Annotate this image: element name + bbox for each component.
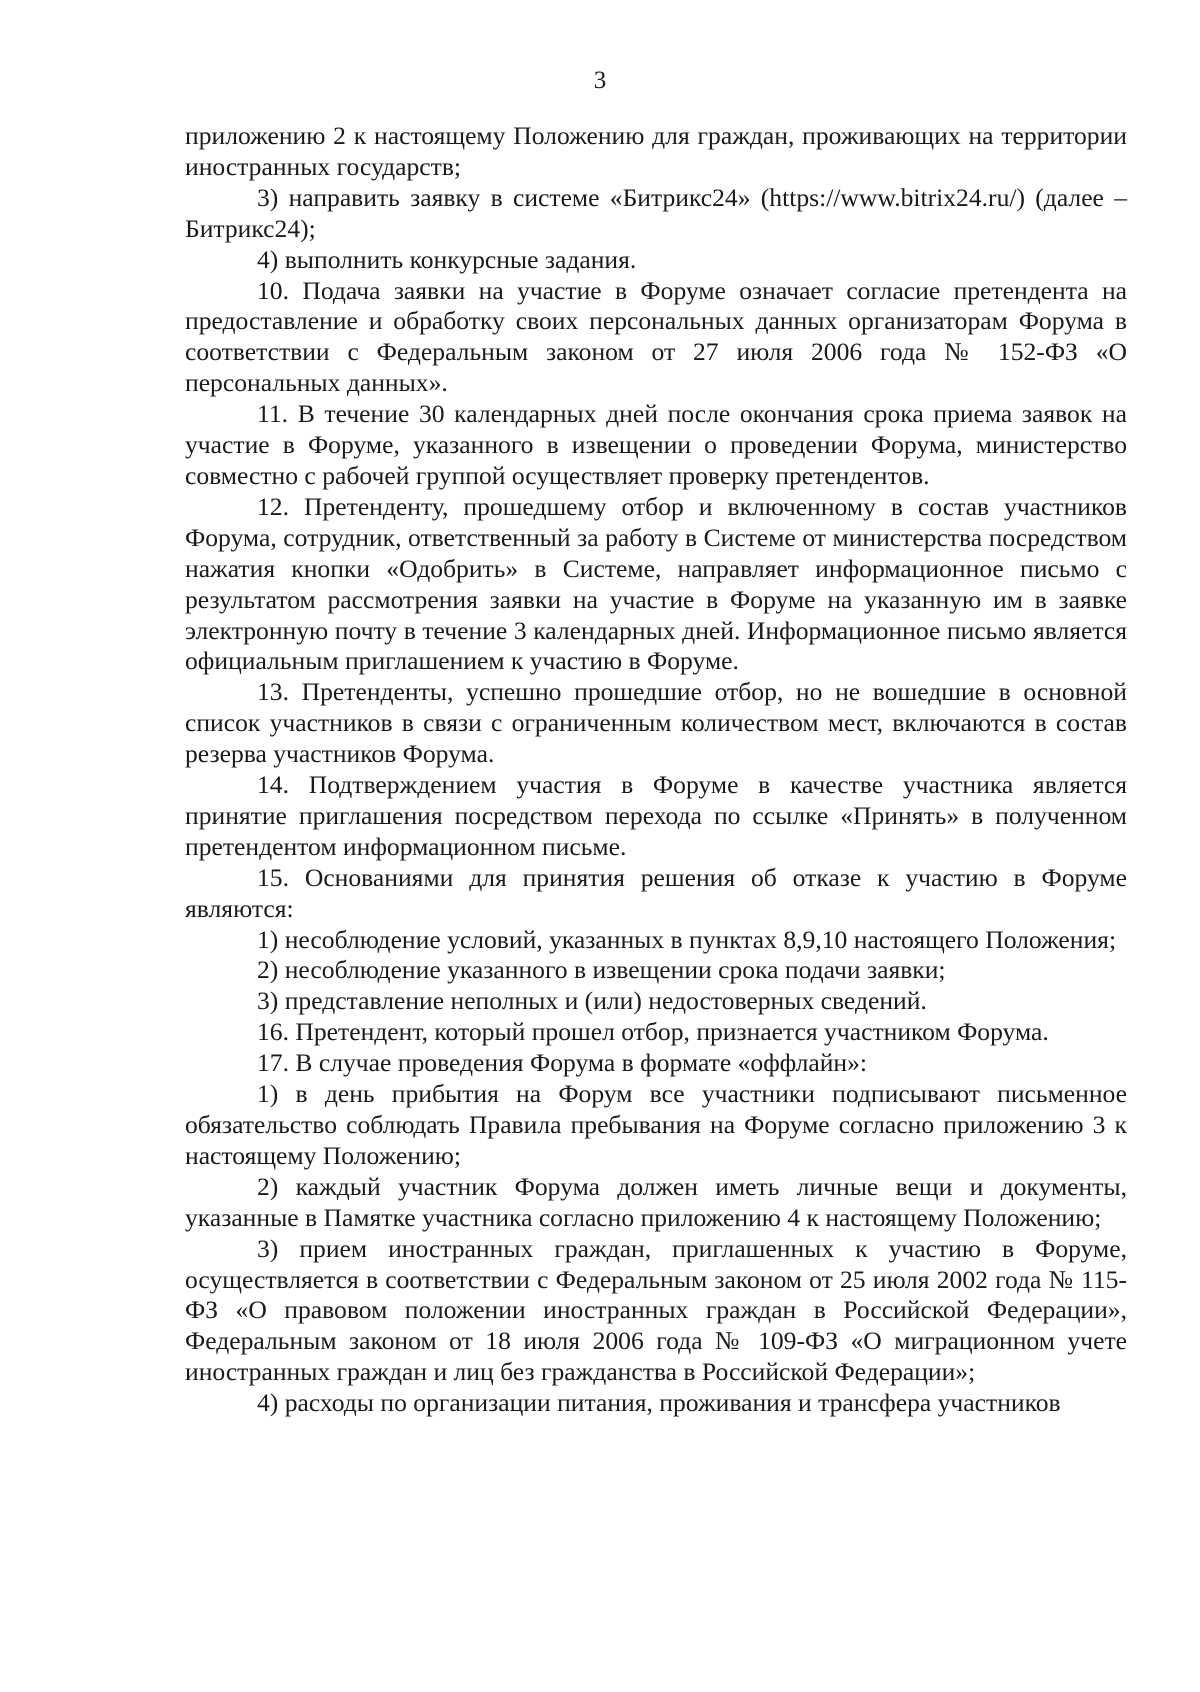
paragraph: 1) в день прибытия на Форум все участники подписывают письменное обязательство соблюдать Правила пребывания на Форуме согласно приложению 3 к настоящему Положению; xyxy=(185,1079,1127,1170)
paragraph: 15. Основаниями для принятия решения об отказе к участию в Форуме являются: xyxy=(185,862,1127,923)
paragraph: 3) направить заявку в системе «Битрикс24» (https://www.bitrix24.ru/) (далее – Битрикс24); xyxy=(185,182,1127,243)
paragraph: 2) каждый участник Форума должен иметь личные вещи и документы, указанные в Памятке участника согласно приложению 4 к настоящему Положению; xyxy=(185,1171,1127,1232)
paragraph: 4) расходы по организации питания, проживания и трансфера участников xyxy=(257,1388,1061,1418)
page-number: 3 xyxy=(593,67,607,94)
paragraph: 1) несоблюдение условий, указанных в пунктах 8,9,10 настоящего Положения; xyxy=(257,924,1117,954)
paragraph: 4) выполнить конкурсные задания. xyxy=(257,244,637,274)
paragraph: 11. В течение 30 календарных дней после окончания срока приема заявок на участие в Форуме, указанного в извещении о проведении Форума, министерство совместно с рабочей группой осуществляет проверку претендентов. xyxy=(185,399,1127,490)
paragraph: 12. Претенденту, прошедшему отбор и включенному в состав участников Форума, сотрудник, ответственный за работу в Системе от министерства посредством нажатия кнопки «Одобрить» в Системе, направляет информационное письмо с результатом рассмотрения заявки на участие в Форуме на указанную им в заявке электронную почту в течение 3 календарных дней. Информационное письмо является официальным приглашением к участию в Форуме. xyxy=(185,491,1127,676)
document-body xyxy=(185,121,1127,1419)
paragraph: 16. Претендент, который прошел отбор, признается участником Форума. xyxy=(257,1017,1049,1047)
paragraph: 3) представление неполных и (или) недостоверных сведений. xyxy=(257,986,927,1016)
paragraph: 13. Претенденты, успешно прошедшие отбор, но не вошедшие в основной список участников в связи с ограниченным количеством мест, включаются в состав резерва участников Форума. xyxy=(185,677,1127,769)
paragraph: 3) прием иностранных граждан, приглашенных к участию в Форуме, осуществляется в соответствии с Федеральным законом от 25 июля 2002 года № 115-ФЗ «О правовом положении иностранных граждан в Российской Федерации», Федеральным законом от 18 июля 2006 года № 109-ФЗ «О миграционном учете иностранных граждан и лиц без гражданства в Российской Федерации»; xyxy=(185,1233,1127,1387)
paragraph: 2) несоблюдение указанного в извещении срока подачи заявки; xyxy=(257,955,946,985)
paragraph: 10. Подача заявки на участие в Форуме означает согласие претендента на предоставление и обработку своих персональных данных организаторам Форума в соответствии с Федеральным законом от 27 июля 2006 года № 152-ФЗ «О персональных данных». xyxy=(185,275,1127,398)
paragraph: 17. В случае проведения Форума в формате «оффлайн»: xyxy=(257,1048,868,1078)
paragraph: 14. Подтверждением участия в Форуме в качестве участника является принятие приглашения посредством перехода по ссылке «Принять» в полученном претендентом информационном письме. xyxy=(185,770,1127,861)
paragraph: приложению 2 к настоящему Положению для граждан, проживающих на территории иностранных государств; xyxy=(185,121,1127,181)
